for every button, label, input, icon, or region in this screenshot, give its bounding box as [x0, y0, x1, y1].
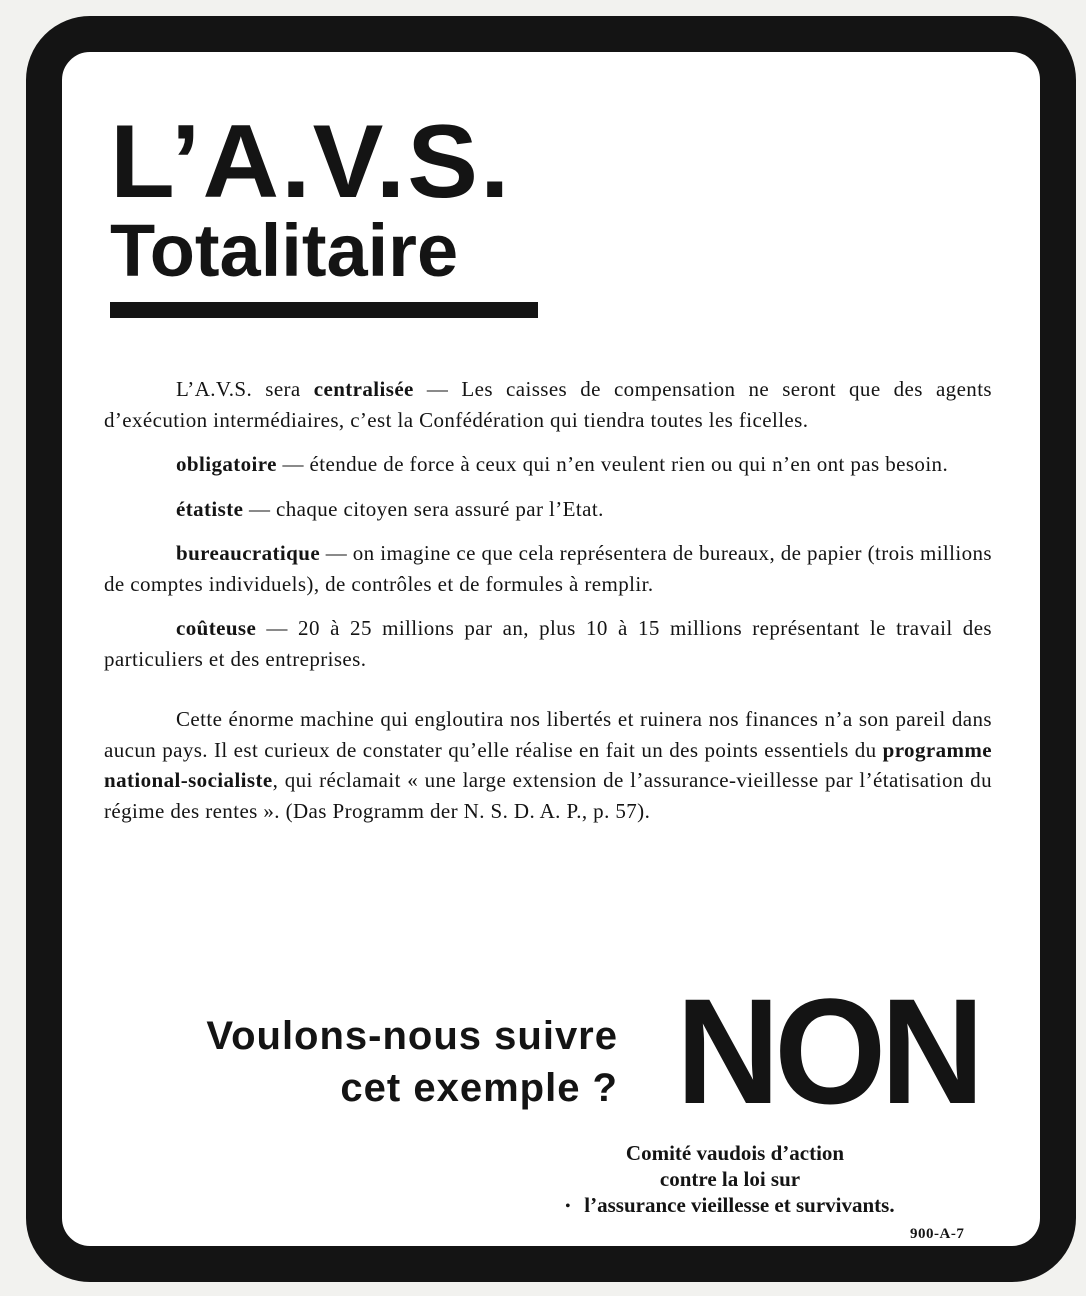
keyword-couteuse: coûteuse [176, 616, 257, 640]
paragraph-closing [104, 704, 992, 826]
keyword-etatiste: étatiste [176, 496, 244, 521]
paragraph-text: — étendue de force à ceux qui n’en veulent rien ou qui n’en ont pas besoin. [276, 452, 949, 476]
subheadline: Totalitaire [110, 209, 459, 292]
keyword-programme: programme national-socialiste [104, 737, 992, 792]
paragraph-couteuse [104, 613, 992, 674]
closing-text-after: , qui réclamait « une large extension de l’assurance-vieillesse par l’étatisation du régime des rentes ». (Das Programm der N. S. D. A. P., p. 57). [104, 768, 992, 823]
paragraph-centralisee [104, 374, 992, 435]
paragraph-text: — Les caisses de compensation ne seront que des agents d’exécution intermédiaires, c’est la Confédération qui tiendra toutes les ficelles. [104, 377, 992, 432]
committee-line-2: contre la loi sur [659, 1167, 801, 1191]
committee-line-1: Comité vaudois d’action [625, 1141, 845, 1165]
keyword-centralisee: centralisée [313, 377, 414, 401]
closing-text-before: Cette énorme machine qui engloutira nos libertés et ruinera nos finances n’a son pareil dans aucun pays. Il est curieux de constater qu’elle réalise en fait un des points essentiels du [104, 707, 992, 762]
body-text [104, 374, 992, 840]
answer-non: NON [676, 967, 979, 1135]
committee-line-3 [480, 1192, 980, 1220]
paragraph-text: — on imagine ce que cela représentera de bureaux, de papier (trois millions de comptes individuels), de contrôles et de formules à remplir. [104, 541, 992, 596]
question-line-2: cet exemple ? [340, 1066, 618, 1110]
paragraph-text: — 20 à 25 millions par an, plus 10 à 15 millions représentant le travail des particuliers et des entreprises. [104, 616, 992, 671]
committee-line-3-text: l’assurance vieillesse et survivants. [584, 1193, 895, 1217]
title-block [110, 104, 540, 292]
paragraph-bureaucratique [104, 538, 992, 599]
committee-signature [480, 1140, 980, 1220]
paragraph-etatiste [104, 494, 992, 525]
paragraph-obligatoire [104, 449, 992, 480]
title-underline [110, 302, 538, 318]
bullet-icon: • [565, 1199, 571, 1215]
paragraph-lead: L’A.V.S. sera [176, 377, 314, 401]
headline: L’A.V.S. [110, 104, 512, 220]
question [96, 1010, 618, 1114]
paragraph-text: — chaque citoyen sera assuré par l’Etat. [243, 496, 604, 521]
keyword-obligatoire: obligatoire [176, 452, 277, 476]
question-line-1: Voulons-nous suivre [206, 1014, 618, 1058]
reference-code: 900-A-7 [910, 1226, 965, 1242]
keyword-bureaucratique: bureaucratique [176, 541, 321, 565]
